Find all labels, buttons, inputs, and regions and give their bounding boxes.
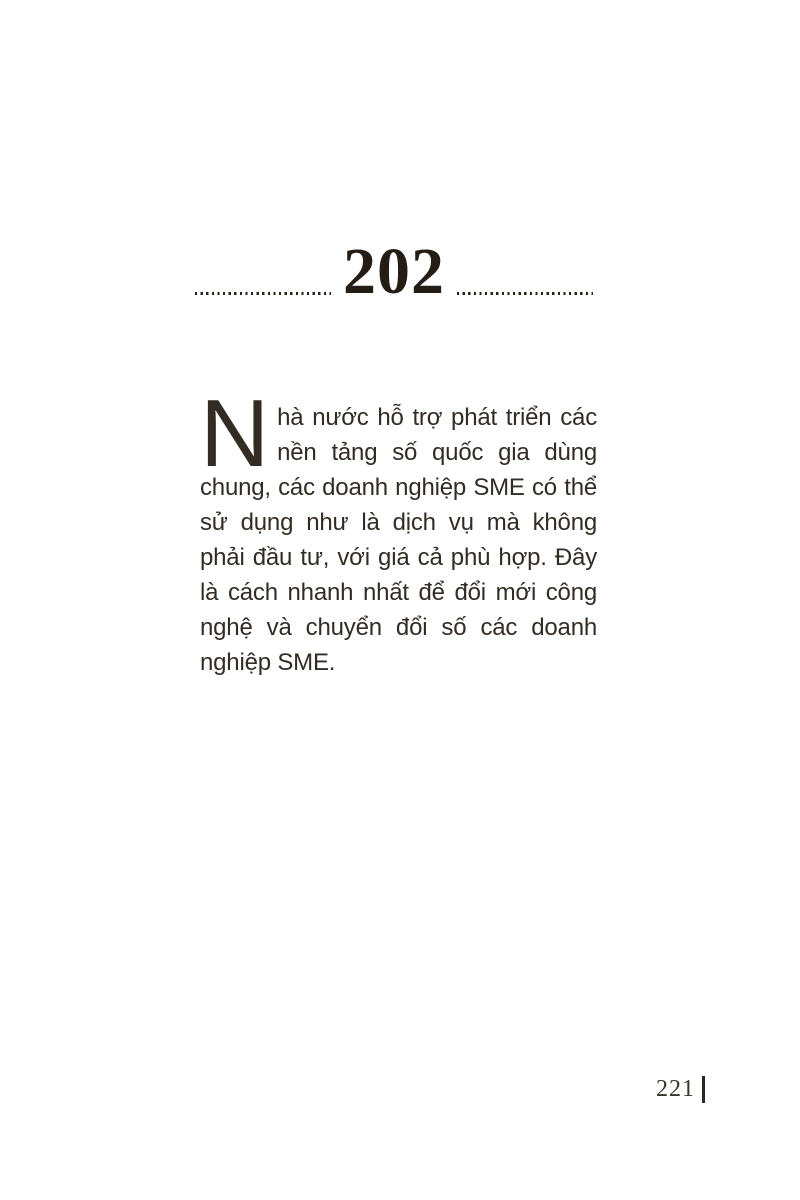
page-footer	[656, 1074, 705, 1104]
paragraph-text: hà nước hỗ trợ phát triển các nền tảng số quốc gia dùng chung, các doanh nghiệp SME có thể sử dụng như là dịch vụ mà không phải đầu tư, với giá cả phù hợp. Đây là cách nhanh nhất để đổi mới công nghệ và chuyển đổi số các doanh nghiệp SME.	[200, 404, 597, 676]
page-number: 221	[656, 1075, 695, 1102]
paragraph-block	[200, 380, 597, 680]
dotted-rule-left	[195, 292, 331, 295]
dotted-rule-right	[457, 292, 593, 295]
dropcap-letter: N	[200, 380, 270, 487]
chapter-heading	[195, 235, 593, 308]
chapter-number: 202	[343, 235, 445, 308]
footer-rule	[702, 1076, 705, 1103]
